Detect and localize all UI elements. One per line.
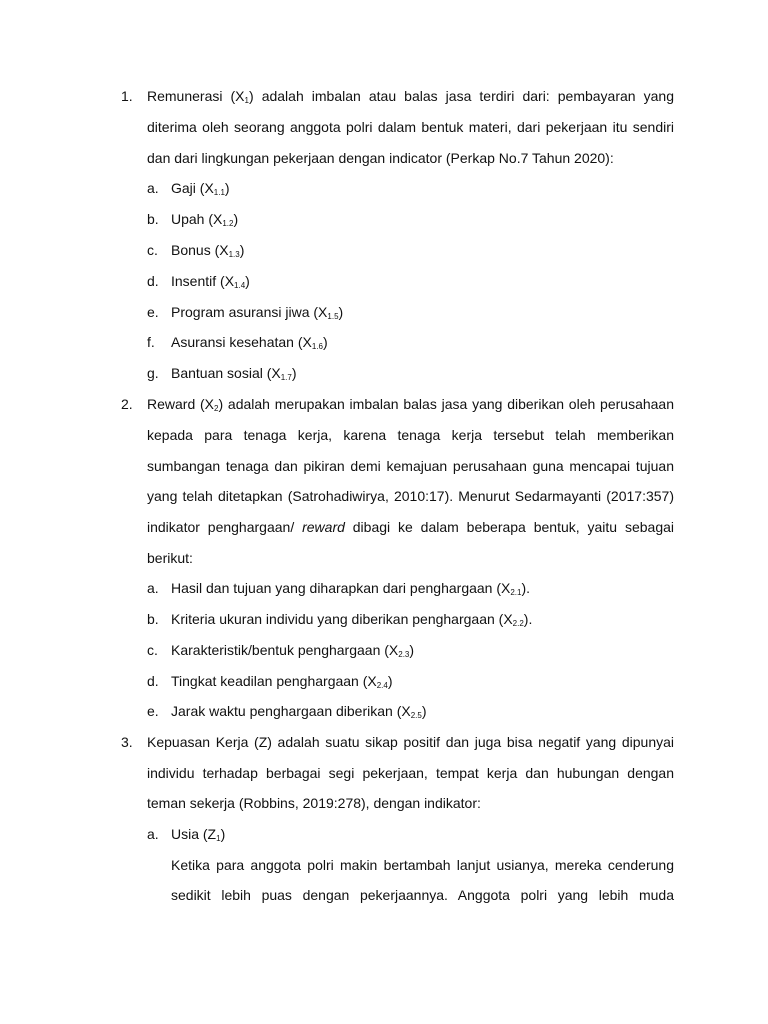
sub-marker: a. bbox=[147, 180, 159, 196]
sub-item-text: Asuransi kesehatan $(X_{1.6})$ bbox=[171, 334, 328, 351]
sub-item-text: Kriteria ukuran individu yang diberikan penghargaan $(X_{2.2})$. bbox=[171, 611, 533, 628]
sub-item-text: Insentif $(X_{1.4})$ bbox=[171, 273, 250, 290]
paragraph-line: sumbangan tenaga dan pikiran demi kemajuan perusahaan guna mencapai tujuan bbox=[147, 458, 674, 474]
paragraph-line: diterima oleh seorang anggota polri dalam bentuk materi, dari pekerjaan itu sendiri bbox=[147, 119, 674, 135]
sub-marker: d. bbox=[147, 273, 159, 289]
paragraph-line: indikator penghargaan/ reward dibagi ke dalam beberapa bentuk, yaitu sebagai bbox=[147, 519, 675, 535]
paragraph-line: teman sekerja (Robbins, 2019:278), dengan indikator: bbox=[147, 795, 481, 811]
sub-marker: b. bbox=[147, 611, 159, 627]
sub-marker: b. bbox=[147, 211, 159, 227]
sub-marker: f. bbox=[147, 334, 155, 350]
sub-marker: a. bbox=[147, 580, 159, 596]
paragraph-line: berikut: bbox=[147, 550, 193, 566]
paragraph-line: sedikit lebih puas dengan pekerjaannya. Anggota polri yang lebih muda bbox=[171, 887, 674, 903]
sub-item-text: Karakteristik/bentuk penghargaan $(X_{2.3})$ bbox=[171, 642, 415, 659]
sub-item-text: Gaji $(X_{1.1})$ bbox=[171, 180, 230, 197]
list-number: 3. bbox=[121, 734, 133, 750]
paragraph-line: yang telah ditetapkan (Satrohadiwirya, 2010:17). Menurut Sedarmayanti (2017:357) bbox=[147, 488, 674, 504]
sub-item-text: Bonus $(X_{1.3})$ bbox=[171, 242, 245, 259]
sub-item-text: Bantuan sosial $(X_{1.7})$ bbox=[171, 365, 297, 382]
sub-item-text: Tingkat keadilan penghargaan $(X_{2.4})$ bbox=[171, 673, 393, 690]
sub-marker: c. bbox=[147, 242, 158, 258]
sub-item-text: Jarak waktu penghargaan diberikan $(X_{2.5})$ bbox=[171, 703, 427, 720]
sub-marker: d. bbox=[147, 673, 159, 689]
list-number: 1. bbox=[121, 88, 133, 104]
sub-item-text: Upah $(X_{1.2})$ bbox=[171, 211, 239, 228]
sub-item-text: Hasil dan tujuan yang diharapkan dari penghargaan $(X_{2.1})$. bbox=[171, 580, 531, 597]
paragraph-line: individu terhadap berbagai segi pekerjaan, tempat kerja dan hubungan dengan bbox=[147, 765, 674, 781]
sub-item-text: Usia $(Z_1)$ bbox=[171, 826, 226, 843]
paragraph-line: kepada para tenaga kerja, karena tenaga kerja tersebut telah memberikan bbox=[147, 427, 674, 443]
paragraph-line: Kepuasan Kerja (Z) adalah suatu sikap positif dan juga bisa negatif yang dipunyai bbox=[147, 734, 674, 750]
paragraph-line: Ketika para anggota polri makin bertambah lanjut usianya, mereka cenderung bbox=[171, 857, 674, 873]
sub-marker: e. bbox=[147, 703, 159, 719]
sub-marker: a. bbox=[147, 826, 159, 842]
sub-item-text: Program asuransi jiwa $(X_{1.5})$ bbox=[171, 304, 344, 321]
paragraph-line: Remunerasi $(X_1)$ adalah imbalan atau balas jasa terdiri dari: pembayaran yang bbox=[147, 88, 674, 105]
sub-marker: c. bbox=[147, 642, 158, 658]
sub-marker: e. bbox=[147, 304, 159, 320]
list-number: 2. bbox=[121, 396, 133, 412]
sub-marker: g. bbox=[147, 365, 159, 381]
paragraph-line: Reward $(X_2)$ adalah merupakan imbalan balas jasa yang diberikan oleh perusahaan bbox=[147, 396, 674, 413]
paragraph-line: dan dari lingkungan pekerjaan dengan indicator (Perkap No.7 Tahun 2020): bbox=[147, 150, 614, 166]
